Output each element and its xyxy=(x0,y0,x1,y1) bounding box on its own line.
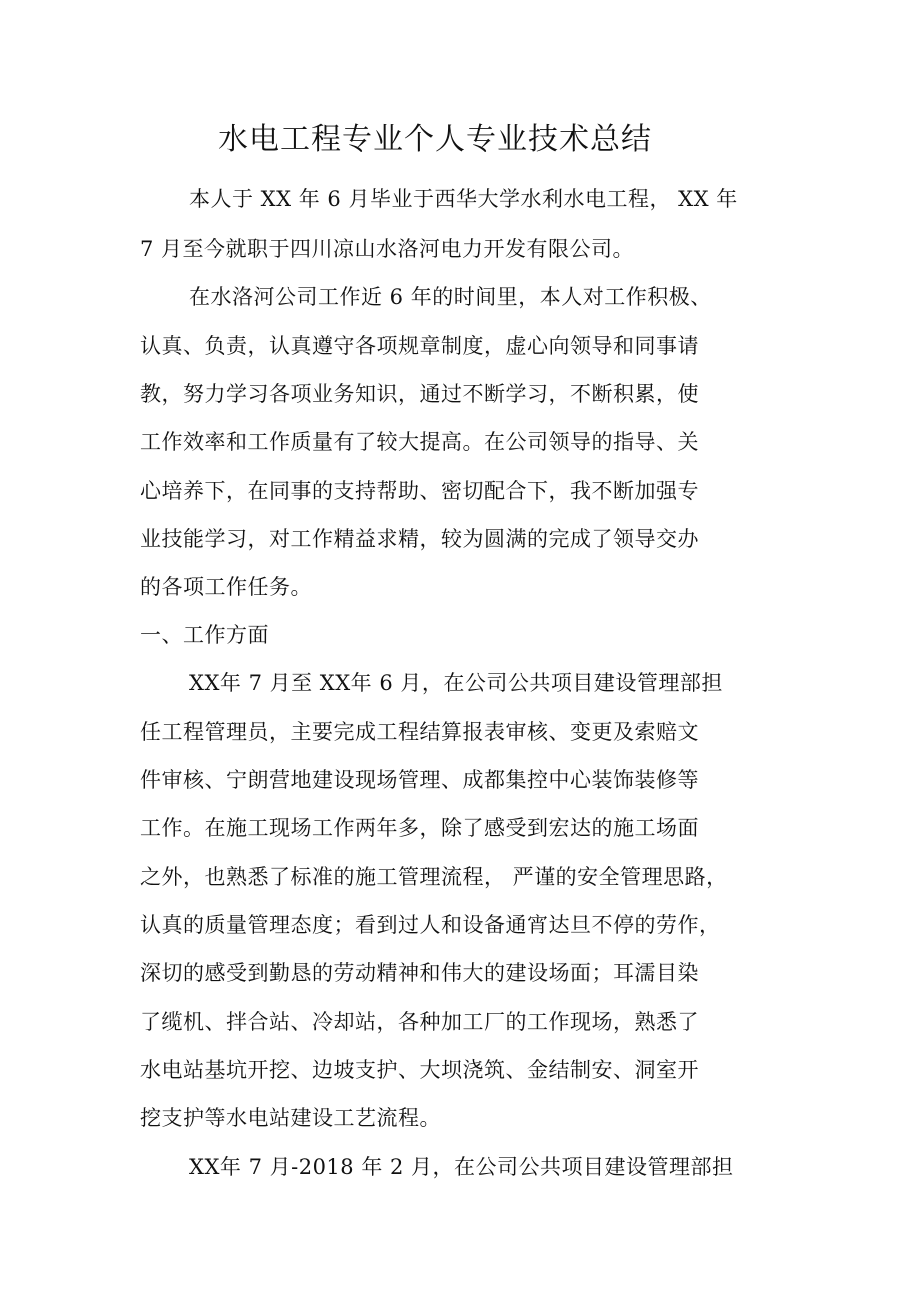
paragraph-line: 工作。在施工现场工作两年多，除了感受到宏达的施工场面 xyxy=(140,816,699,840)
paragraph-line: 之外，也熟悉了标准的施工管理流程， 严谨的安全管理思路， xyxy=(140,865,728,889)
paragraph-line: 水电站基坑开挖、边坡支护、大坝浇筑、金结制安、洞室开 xyxy=(140,1058,699,1082)
paragraph-line: 认真、负责，认真遵守各项规章制度，虚心向领导和同事请 xyxy=(140,334,699,358)
paragraph-line: 的各项工作任务。 xyxy=(140,575,312,599)
paragraph-line: XX年 7 月至 XX年 6 月，在公司公共项目建设管理部担 xyxy=(189,671,723,695)
paragraph-line: 心培养下，在同事的支持帮助、密切配合下，我不断加强专 xyxy=(140,479,699,503)
paragraph-line: 7 月至今就职于四川凉山水洛河电力开发有限公司。 xyxy=(140,237,635,261)
paragraph-line: 件审核、宁朗营地建设现场管理、成都集控中心装饰装修等 xyxy=(140,768,699,792)
paragraph-line: 教，努力学习各项业务知识，通过不断学习，不断积累，使 xyxy=(140,382,699,406)
paragraph-line: 工作效率和工作质量有了较大提高。在公司领导的指导、关 xyxy=(140,430,699,454)
section-heading: 一、工作方面 xyxy=(140,623,269,647)
paragraph-line: 任工程管理员，主要完成工程结算报表审核、变更及索赔文 xyxy=(140,720,699,744)
paragraph-line: 认真的质量管理态度；看到过人和设备通宵达旦不停的劳作， xyxy=(140,913,721,937)
paragraph-line: 挖支护等水电站建设工艺流程。 xyxy=(140,1106,441,1130)
paragraph-line: 业技能学习，对工作精益求精，较为圆满的完成了领导交办 xyxy=(140,527,699,551)
paragraph-line: 本人于 XX 年 6 月毕业于西华大学水利水电工程， XX 年 xyxy=(189,187,738,211)
paragraph-line: 深切的感受到勤恳的劳动精神和伟大的建设场面；耳濡目染 xyxy=(140,961,699,985)
paragraph-line: 了缆机、拌合站、冷却站，各种加工厂的工作现场，熟悉了 xyxy=(140,1010,699,1034)
document-title: 水电工程专业个人专业技术总结 xyxy=(218,122,652,157)
paragraph-line: XX年 7 月-2018 年 2 月，在公司公共项目建设管理部担 xyxy=(189,1155,734,1179)
paragraph-line: 在水洛河公司工作近 6 年的时间里，本人对工作积极、 xyxy=(189,285,712,309)
